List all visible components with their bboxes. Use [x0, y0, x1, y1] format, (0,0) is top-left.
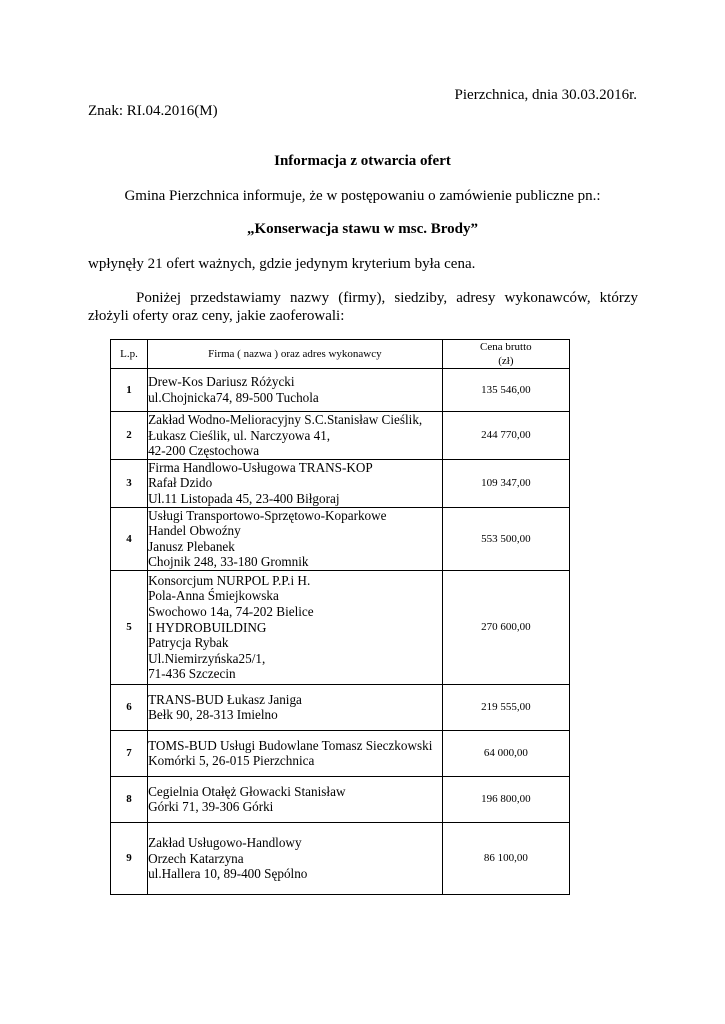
firm-line: Rafał Dzido: [148, 475, 213, 491]
row-lp: 5: [111, 570, 148, 684]
firm-line: ul.Chojnicka74, 89-500 Tuchola: [148, 390, 319, 405]
header-price-line1: Cena brutto: [480, 341, 532, 353]
firm-line: Zakład Usługowo-Handlowy: [148, 835, 302, 851]
firm-line: 71-436 Szczecin: [148, 666, 236, 682]
row-lp: 6: [111, 684, 148, 730]
firm-line: Patrycja Rybak: [148, 635, 229, 651]
row-lp: 4: [111, 507, 148, 570]
row-firm: [148, 507, 443, 570]
row-price: 553 500,00: [442, 507, 569, 570]
table-row: [111, 369, 570, 412]
header-lp: L.p.: [111, 340, 148, 369]
procurement-subject: „Konserwacja stawu w msc. Brody”: [247, 221, 478, 237]
row-firm: [148, 459, 443, 507]
row-firm: [148, 684, 443, 730]
offers-table: [110, 339, 570, 895]
table-row: [111, 776, 570, 822]
firm-line: Firma Handlowo-Usługowa TRANS-KOP: [148, 459, 373, 475]
table-row: [111, 570, 570, 684]
firm-line: Chojnik 248, 33-180 Gromnik: [148, 554, 309, 570]
reference-number: Znak: RI.04.2016(M): [88, 103, 218, 119]
row-lp: 3: [111, 459, 148, 507]
firm-line: Pola-Anna Śmiejkowska: [148, 588, 279, 604]
row-lp: 2: [111, 412, 148, 460]
intro-text: Gmina Pierzchnica informuje, że w postępowaniu o zamówienie publiczne pn.:: [124, 188, 601, 204]
row-lp: 1: [111, 369, 148, 412]
row-price: 196 800,00: [442, 776, 569, 822]
firm-line: Drew-Kos Dariusz Różycki: [148, 374, 295, 390]
firm-line: Ul.Niemirzyńska25/1,: [148, 650, 266, 666]
firm-line: Bełk 90, 28-313 Imielno: [148, 707, 278, 723]
table-header-row: [111, 340, 570, 369]
header-price: [442, 340, 569, 369]
document-title: Informacja z otwarcia ofert: [274, 153, 451, 169]
firm-line: Konsorcjum NURPOL P.P.i H.: [148, 572, 311, 588]
row-firm: [148, 776, 443, 822]
firm-line: Górki 71, 39-306 Górki: [148, 799, 274, 815]
firm-line: Łukasz Cieślik, ul. Narczyowa 41,: [148, 427, 331, 443]
row-lp: 9: [111, 822, 148, 894]
row-price: 270 600,00: [442, 570, 569, 684]
table-row: [111, 822, 570, 894]
firm-line: Swochowo 14a, 74-202 Bielice: [148, 604, 314, 620]
row-price: 219 555,00: [442, 684, 569, 730]
row-price: 86 100,00: [442, 822, 569, 894]
row-price: 64 000,00: [442, 730, 569, 776]
place-date: Pierzchnica, dnia 30.03.2016r.: [454, 87, 637, 103]
offers-received-text: wpłynęły 21 ofert ważnych, gdzie jedynym kryterium była cena.: [88, 256, 476, 272]
table-row: [111, 684, 570, 730]
row-lp: 8: [111, 776, 148, 822]
table-row: [111, 412, 570, 460]
table-row: [111, 459, 570, 507]
offers-paragraph: Poniżej przedstawiamy nazwy (firmy), siedziby, adresy wykonawców, którzy złożyli oferty oraz ceny, jakie zaoferowali:: [88, 290, 638, 324]
table-row: [111, 507, 570, 570]
firm-line: Usługi Transportowo-Sprzętowo-Koparkowe: [148, 507, 387, 523]
firm-line: TRANS-BUD Łukasz Janiga: [148, 691, 302, 707]
offers-table-body: [111, 369, 570, 895]
row-price: 109 347,00: [442, 459, 569, 507]
firm-line: Zakład Wodno-Melioracyjny S.C.Stanisław Cieślik,: [148, 412, 423, 427]
firm-line: ul.Hallera 10, 89-400 Sępólno: [148, 866, 308, 882]
header-firm: Firma ( nazwa ) oraz adres wykonawcy: [148, 340, 443, 369]
firm-line: Handel Obwoźny: [148, 523, 241, 539]
table-row: [111, 730, 570, 776]
firm-line: Cegielnia Otałęż Głowacki Stanisław: [148, 783, 346, 799]
firm-line: Ul.11 Listopada 45, 23-400 Biłgoraj: [148, 490, 340, 506]
firm-line: Komórki 5, 26-015 Pierzchnica: [148, 753, 315, 769]
row-price: 135 546,00: [442, 369, 569, 412]
row-firm: [148, 412, 443, 460]
firm-line: Orzech Katarzyna: [148, 850, 244, 866]
row-firm: [148, 369, 443, 412]
firm-line: 42-200 Częstochowa: [148, 443, 260, 459]
row-lp: 7: [111, 730, 148, 776]
firm-line: Janusz Plebanek: [148, 538, 235, 554]
row-firm: [148, 570, 443, 684]
firm-line: I HYDROBUILDING: [148, 619, 267, 635]
row-price: 244 770,00: [442, 412, 569, 460]
row-firm: [148, 730, 443, 776]
row-firm: [148, 822, 443, 894]
firm-line: TOMS-BUD Usługi Budowlane Tomasz Sieczkowski: [148, 737, 433, 753]
header-price-line2: (zł): [498, 355, 514, 367]
